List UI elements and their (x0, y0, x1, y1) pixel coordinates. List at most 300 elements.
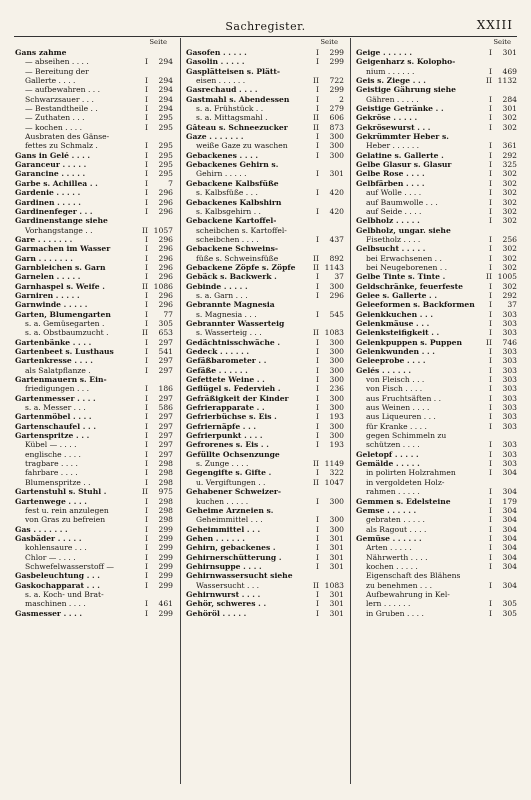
index-entry (186, 95, 344, 104)
entry-page: 295 (158, 141, 173, 151)
entry-page: 469 (502, 66, 517, 76)
entry-term: Chlor — . . . . (25, 552, 76, 562)
index-entry (356, 440, 517, 449)
entry-volume: I (145, 412, 148, 422)
index-entry (15, 543, 173, 552)
entry-term: aus Weinen . . . . (366, 403, 430, 413)
entry-term: — Bestandtheile . . (25, 104, 98, 114)
index-entry (186, 599, 344, 608)
index-entry (356, 282, 517, 291)
index-entry (15, 515, 173, 524)
entry-term: Gastmahl s. Abendessen (186, 94, 290, 104)
entry-volume: I (489, 318, 492, 328)
entry-volume: I (489, 440, 492, 450)
entry-page: 300 (329, 132, 344, 142)
entry-page: 1005 (497, 272, 517, 282)
entry-term: Gardinenfeger . . . (15, 206, 93, 216)
entry-volume: I (489, 104, 492, 114)
index-entry (15, 244, 173, 253)
entry-term: Geflügel s. Federvieh . (186, 384, 281, 394)
entry-term: Gaskochapparat . . . (15, 580, 100, 590)
entry-term: Garten, Blumengarten (15, 309, 111, 319)
entry-page: 299 (158, 543, 173, 553)
entry-volume: I (489, 515, 492, 525)
entry-term: Gehen . . . . . . (186, 533, 245, 543)
entry-term: s. Magnesia . . . (196, 309, 257, 319)
entry-volume: I (316, 48, 319, 57)
index-entry (186, 515, 344, 524)
entry-page: 279 (329, 104, 344, 114)
entry-volume: I (489, 468, 492, 478)
entry-term: Gehirn, gebackenes . (186, 543, 276, 553)
index-entry (356, 319, 517, 328)
entry-volume: I (489, 505, 492, 515)
entry-page: 294 (158, 76, 173, 86)
index-entry (15, 356, 173, 365)
entry-page: 284 (502, 94, 517, 104)
entry-term: Gasbäder . . . . . (15, 533, 82, 543)
index-entry (15, 123, 173, 132)
index-entry (15, 263, 173, 272)
entry-term: Gelbe Glasur s. Glasur (356, 160, 452, 170)
entry-page: 298 (158, 496, 173, 506)
entry-page: 301 (502, 48, 517, 57)
entry-term: Gasrechaud . . . . (186, 85, 258, 95)
index-entry (15, 497, 173, 506)
entry-volume: I (489, 234, 492, 244)
index-entry (356, 468, 517, 477)
entry-volume: I (145, 449, 148, 459)
index-entry (186, 412, 344, 421)
index-entry (186, 431, 344, 440)
entry-page: 297 (158, 393, 173, 403)
index-entry (15, 534, 173, 543)
entry-volume: II (313, 477, 319, 487)
entry-page: 300 (329, 524, 344, 534)
entry-page: 300 (329, 337, 344, 347)
index-entry (15, 291, 173, 300)
index-entry (356, 356, 517, 365)
entry-term: scheibchen s. Kartoffel- (196, 225, 287, 235)
entry-page: 1083 (324, 580, 344, 590)
entry-page: 361 (502, 141, 517, 151)
index-entry (186, 384, 344, 393)
entry-volume: I (489, 290, 492, 300)
entry-volume: I (489, 393, 492, 403)
entry-volume: I (145, 104, 148, 114)
entry-page: 303 (502, 412, 517, 422)
entry-volume: I (489, 403, 492, 413)
entry-page: 303 (502, 440, 517, 450)
entry-page: 296 (158, 188, 173, 198)
index-entry (356, 543, 517, 552)
entry-term: Arten . . . . . (366, 543, 412, 553)
index-entry (356, 254, 517, 263)
entry-term: Geleeformen s. Backformen (356, 300, 475, 310)
entry-term: Gelbholz, ungar. siehe (356, 225, 451, 235)
entry-volume: I (316, 132, 319, 142)
entry-term: Gehirnwassersucht siehe (186, 571, 293, 581)
entry-page: 301 (329, 533, 344, 543)
index-entry (15, 422, 173, 431)
entry-volume: I (145, 477, 148, 487)
entry-page: 7 (168, 178, 173, 188)
entry-term: schützen . . . . (366, 440, 420, 450)
index-entry (15, 506, 173, 515)
index-entry (186, 459, 344, 468)
index-entry (15, 609, 173, 618)
entry-volume: I (489, 487, 492, 497)
entry-term: Gegengifte s. Gifte . (186, 468, 272, 478)
entry-term: s. a. Gemüsegarten . (25, 318, 105, 328)
entry-volume: I (145, 337, 148, 347)
index-entry (356, 179, 517, 188)
entry-term: für Kranke . . . . (366, 421, 427, 431)
index-entry (356, 553, 517, 562)
seite-label: Seite (493, 38, 511, 46)
entry-volume: I (489, 66, 492, 76)
entry-page: 300 (329, 496, 344, 506)
index-entry (15, 468, 173, 477)
entry-volume: I (145, 85, 148, 95)
entry-volume: I (145, 244, 148, 254)
entry-term: Gelenkmäuse . . . (356, 318, 430, 328)
entry-page: 294 (158, 94, 173, 104)
index-entry (15, 104, 173, 113)
entry-page: 300 (329, 356, 344, 366)
entry-page: 298 (158, 477, 173, 487)
index-entry (356, 525, 517, 534)
entry-volume: I (489, 412, 492, 422)
entry-term: von Fisch . . . . (366, 384, 423, 394)
entry-volume: I (316, 608, 319, 618)
index-entry (356, 347, 517, 356)
entry-volume: I (316, 384, 319, 394)
entry-page: 304 (502, 515, 517, 525)
entry-page: 325 (502, 160, 517, 170)
entry-page: 296 (158, 234, 173, 244)
index-entry (15, 48, 173, 57)
entry-term: Gare . . . . . . . (15, 234, 73, 244)
entry-term: — kochen . . . . (25, 122, 83, 132)
entry-page: 301 (329, 543, 344, 553)
index-entry (15, 254, 173, 263)
page-number: XXIII (476, 18, 513, 32)
entry-page: 301 (502, 104, 517, 114)
entry-term: Gardinenstange siehe (15, 216, 108, 226)
entry-term: Gartenmesser . . . . (15, 393, 96, 403)
index-entry (15, 198, 173, 207)
index-entry (356, 328, 517, 337)
entry-term: Eigenschaft des Blähens (366, 571, 461, 581)
entry-page: 193 (329, 412, 344, 422)
index-entry (186, 132, 344, 141)
entry-page: 301 (329, 608, 344, 618)
entry-volume: I (145, 496, 148, 506)
entry-volume: I (489, 599, 492, 609)
entry-volume: II (142, 328, 148, 338)
entry-page: 296 (158, 300, 173, 310)
entry-volume: I (489, 262, 492, 272)
index-entry (186, 478, 344, 487)
entry-term: nium . . . . . . (366, 66, 415, 76)
entry-term: in polirten Holzrahmen (366, 468, 456, 478)
entry-page: 297 (158, 412, 173, 422)
entry-page: 303 (502, 309, 517, 319)
entry-volume: I (145, 505, 148, 515)
entry-page: 420 (329, 188, 344, 198)
entry-page: 295 (158, 169, 173, 179)
entry-term: Fisetholz . . . . (366, 234, 421, 244)
entry-volume: I (145, 290, 148, 300)
column-divider (180, 38, 181, 784)
entry-term: Gehirnsuppe . . . . (186, 561, 262, 571)
entry-term: fest u. rein anzulegen (25, 505, 109, 515)
index-entry (186, 590, 344, 599)
index-entry (186, 254, 344, 263)
entry-term: Gans zahme (15, 48, 67, 57)
entry-term: Schwarzsauer . . . (25, 94, 94, 104)
index-entry (356, 244, 517, 253)
entry-page: 236 (329, 384, 344, 394)
entry-volume: II (486, 272, 492, 282)
entry-volume: I (145, 262, 148, 272)
entry-term: Gelés . . . . . . (356, 365, 412, 375)
entry-volume: I (145, 94, 148, 104)
entry-page: 304 (502, 533, 517, 543)
entry-volume: II (313, 580, 319, 590)
entry-volume: I (489, 608, 492, 618)
index-entry (15, 384, 173, 393)
index-entry (356, 375, 517, 384)
entry-volume: I (145, 113, 148, 123)
entry-term: Gebackene Kalbsfüße (186, 178, 279, 188)
index-entry (186, 235, 344, 244)
entry-term: Gefrierapparate . . (186, 403, 265, 413)
index-entry (356, 57, 517, 66)
entry-term: s. Wasserteig . . . (196, 328, 262, 338)
entry-volume: I (489, 375, 492, 385)
entry-volume: I (316, 309, 319, 319)
entry-term: Gefrierbüchse s. Eis . (186, 412, 277, 422)
entry-page: 299 (158, 561, 173, 571)
entry-term: Gans in Gelé . . . . (15, 150, 91, 160)
entry-term: Gelbholz . . . . . (356, 216, 420, 226)
entry-volume: I (145, 141, 148, 151)
entry-term: Gasolin . . . . . (186, 57, 245, 67)
entry-page: 302 (502, 188, 517, 198)
entry-volume: I (316, 561, 319, 571)
entry-volume: I (489, 328, 492, 338)
entry-volume: II (486, 76, 492, 86)
entry-term: von Gras zu befreien (25, 515, 106, 525)
entry-term: Gelee s. Gallerte . . (356, 290, 437, 300)
entry-page: 1132 (497, 76, 517, 86)
entry-term: Geige . . . . . . (356, 48, 413, 57)
entry-term: Gehirnwurst . . . . (186, 589, 261, 599)
entry-page: 303 (502, 328, 517, 338)
entry-page: 297 (158, 421, 173, 431)
index-entry (186, 85, 344, 94)
entry-volume: I (145, 608, 148, 618)
entry-page: 299 (329, 57, 344, 67)
entry-term: Aufbewahrung in Kel- (366, 589, 450, 599)
entry-page: 292 (502, 150, 517, 160)
entry-volume: I (145, 318, 148, 328)
entry-term: Gartenschaufel . . . (15, 421, 96, 431)
index-entry (186, 282, 344, 291)
entry-volume: I (145, 524, 148, 534)
index-entry (15, 151, 173, 160)
index-entry (356, 216, 517, 225)
index-entry (356, 403, 517, 412)
index-entry (186, 609, 344, 618)
entry-volume: I (489, 524, 492, 534)
index-entry (186, 188, 344, 197)
entry-page: 298 (158, 515, 173, 525)
index-entry (15, 141, 173, 150)
index-entry (356, 562, 517, 571)
index-column-1 (15, 38, 173, 618)
entry-term: Gehabener Schweizer- (186, 487, 282, 497)
header-rule (14, 36, 517, 37)
index-entry (15, 319, 173, 328)
entry-term: Garn . . . . . . . (15, 253, 73, 263)
entry-page: 296 (158, 290, 173, 300)
entry-volume: I (489, 533, 492, 543)
entry-volume: I (316, 365, 319, 375)
entry-page: 304 (502, 580, 517, 590)
entry-volume: I (145, 515, 148, 525)
entry-volume: II (313, 459, 319, 469)
index-entry (186, 179, 344, 188)
seite-label: Seite (149, 38, 167, 46)
entry-page: 545 (329, 309, 344, 319)
entry-volume: I (489, 365, 492, 375)
entry-page: 299 (158, 552, 173, 562)
index-entry (15, 328, 173, 337)
entry-term: zu benehmen . . . (366, 580, 433, 590)
entry-volume: I (145, 561, 148, 571)
entry-page: 294 (158, 57, 173, 67)
index-entry (15, 310, 173, 319)
entry-volume: I (489, 197, 492, 207)
entry-volume: I (489, 160, 492, 170)
entry-volume: I (316, 599, 319, 609)
entry-volume: I (489, 449, 492, 459)
entry-volume: I (489, 48, 492, 57)
entry-volume: I (316, 234, 319, 244)
index-entry (356, 272, 517, 281)
index-entry (15, 226, 173, 235)
entry-volume: I (145, 543, 148, 553)
entry-term: Gebackenes Gehirn s. (186, 160, 279, 170)
entry-page: 305 (502, 599, 517, 609)
entry-volume: I (145, 365, 148, 375)
index-entry (15, 160, 173, 169)
entry-volume: I (316, 337, 319, 347)
index-entry (186, 67, 344, 76)
index-entry (15, 487, 173, 496)
index-entry (15, 553, 173, 562)
entry-term: s. Kalbsfüße . . . (196, 188, 258, 198)
index-entry (356, 478, 517, 487)
entry-term: s. Kalbsgehirn . . (196, 206, 261, 216)
entry-term: rahmen . . . . . (366, 487, 420, 497)
entry-term: Gasofen . . . . . (186, 48, 247, 57)
entry-volume: I (316, 206, 319, 216)
index-entry (186, 356, 344, 365)
index-entry (15, 366, 173, 375)
entry-volume: I (316, 393, 319, 403)
entry-volume: I (489, 309, 492, 319)
entry-term: Gâteau s. Schneezucker (186, 122, 288, 132)
entry-volume: I (145, 431, 148, 441)
entry-page: 300 (329, 150, 344, 160)
index-entry (356, 609, 517, 618)
index-entry (186, 328, 344, 337)
entry-page: 299 (158, 533, 173, 543)
index-entry (356, 300, 517, 309)
entry-volume: I (489, 141, 492, 151)
entry-volume: I (489, 188, 492, 198)
entry-term: Garanceur . . . . . (15, 160, 87, 170)
entry-page: 541 (158, 347, 173, 356)
entry-term: Geigenharz s. Kolopho- (356, 57, 456, 67)
index-entry (15, 113, 173, 122)
entry-term: auf Wolle . . . . (366, 188, 422, 198)
entry-page: 1057 (153, 225, 173, 235)
entry-term: Gehirnerschütterung . (186, 552, 282, 562)
entry-volume: I (316, 543, 319, 553)
entry-page: 297 (158, 440, 173, 450)
entry-volume: I (489, 552, 492, 562)
index-entry (356, 394, 517, 403)
entry-page: 303 (502, 318, 517, 328)
entry-volume: I (145, 440, 148, 450)
index-entry (186, 300, 344, 309)
entry-page: 302 (502, 113, 517, 123)
index-entry (186, 487, 344, 496)
seite-label: Seite (320, 38, 338, 46)
entry-page: 297 (158, 337, 173, 347)
entry-term: Gemüse . . . . . . (356, 533, 422, 543)
index-entry (186, 543, 344, 552)
entry-volume: I (316, 552, 319, 562)
entry-term: Gemälde . . . . . (356, 459, 420, 469)
index-entry (186, 338, 344, 347)
entry-term: — Zuthaten . . . (25, 113, 85, 123)
entry-volume: I (145, 160, 148, 170)
entry-volume: II (313, 76, 319, 86)
entry-volume: I (316, 496, 319, 506)
entry-page: 302 (502, 244, 517, 254)
index-entry (15, 525, 173, 534)
entry-page: 300 (329, 141, 344, 151)
index-entry (356, 515, 517, 524)
index-entry (15, 571, 173, 580)
entry-page: 305 (502, 608, 517, 618)
entry-volume: I (145, 197, 148, 207)
index-entry (186, 310, 344, 319)
entry-page: 303 (502, 421, 517, 431)
entry-term: füße s. Schweinsfüße (196, 253, 279, 263)
entry-term: Nährwerth . . . . (366, 552, 428, 562)
entry-page: 256 (502, 234, 517, 244)
entry-page: 304 (502, 552, 517, 562)
index-entry (356, 310, 517, 319)
entry-volume: I (145, 76, 148, 86)
